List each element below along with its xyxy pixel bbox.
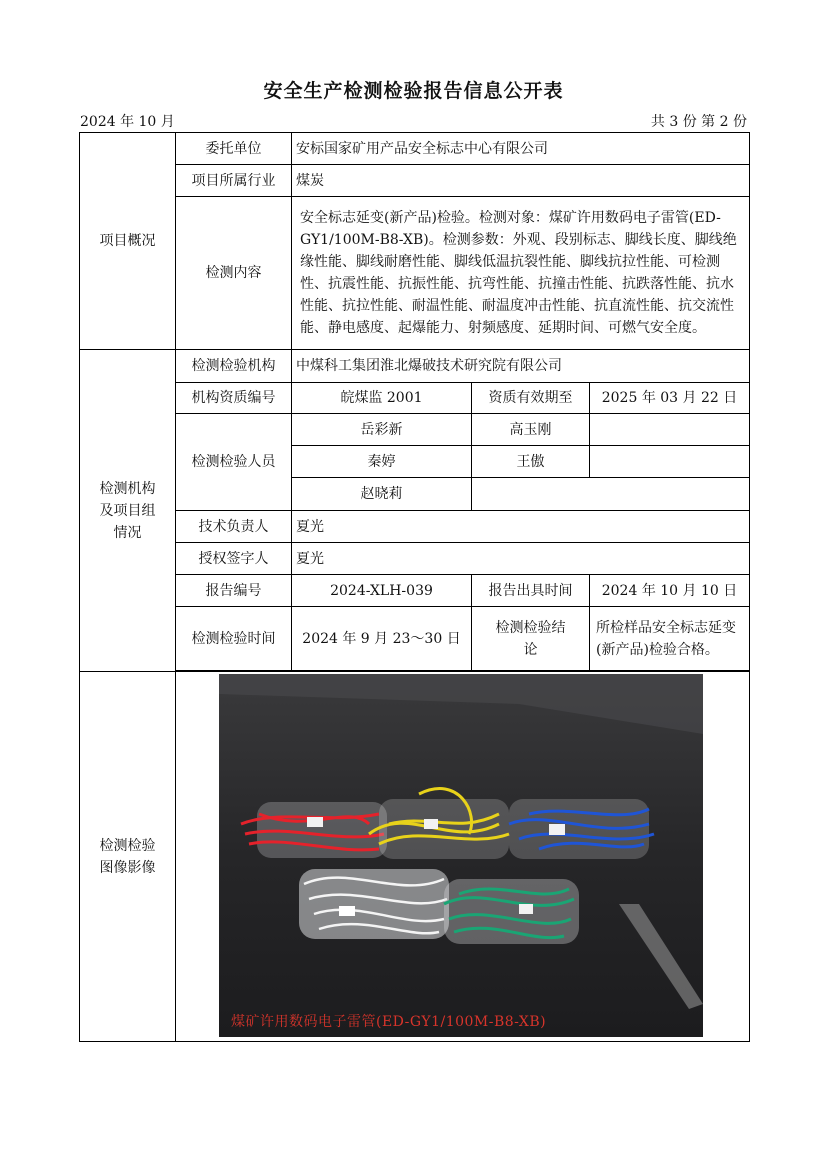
qual-valid-value: 2025 年 03 月 22 日	[590, 383, 750, 414]
staff-member: 赵晓莉	[292, 478, 472, 511]
tech-lead-value: 夏光	[292, 511, 750, 543]
report-no-value: 2024-XLH-039	[292, 575, 472, 607]
issue-date-value: 2024 年 10 月 10 日	[590, 575, 750, 607]
blue-bundle	[509, 799, 654, 859]
industry-value: 煤炭	[292, 165, 750, 197]
overview-section-label: 项目概况	[80, 133, 176, 350]
staff-member: 岳彩新	[292, 414, 472, 446]
white-bundle	[299, 869, 449, 939]
staff-member: 高玉刚	[472, 414, 590, 446]
green-bundle	[444, 879, 579, 944]
document-title: 安全生产检测检验报告信息公开表	[263, 80, 564, 102]
report-date: 2024 年 10 月	[80, 114, 175, 130]
report-table	[79, 132, 750, 1042]
photo-cell	[176, 672, 750, 1042]
qual-no-label: 机构资质编号	[176, 383, 292, 414]
report-no-label: 报告编号	[176, 575, 292, 607]
institution-section-label: 检测机构及项目组情况	[80, 350, 176, 672]
client-label: 委托单位	[176, 133, 292, 165]
staff-label: 检测检验人员	[176, 414, 292, 511]
staff-member	[590, 414, 750, 446]
qual-no-value: 皖煤监 2001	[292, 383, 472, 414]
sample-photo	[219, 674, 703, 1037]
signer-value: 夏光	[292, 543, 750, 575]
staff-member	[590, 446, 750, 478]
staff-blank-cell	[472, 478, 750, 511]
industry-label: 项目所属行业	[176, 165, 292, 197]
copy-number: 共 3 份 第 2 份	[650, 114, 747, 130]
content-label: 检测内容	[176, 197, 292, 350]
content-value: 安全标志延变(新产品)检验。检测对象：煤矿许用数码电子雷管(ED-GY1/100M-B8-XB)。检测参数：外观、段别标志、脚线长度、脚线绝缘性能、脚线耐磨性能、脚线低温抗裂性能、脚线抗拉性能、可检测性、抗震性能、抗振性能、抗弯性能、抗撞击性能、抗跌落性能、抗水性能、抗拉性能、耐温性能、耐温度冲击性能、抗直流性能、抗交流性能、静电感度、起爆能力、射频感度、延期时间、可燃气安全度。	[292, 197, 750, 350]
signer-label: 授权签字人	[176, 543, 292, 575]
test-time-label: 检测检验时间	[176, 607, 292, 671]
org-label: 检测检验机构	[176, 350, 292, 383]
tech-lead-label: 技术负责人	[176, 511, 292, 543]
test-time-value: 2024 年 9 月 23～30 日	[292, 607, 472, 671]
conclusion-value: 所检样品安全标志延变(新产品)检验合格。	[590, 607, 750, 671]
qual-valid-label: 资质有效期至	[472, 383, 590, 414]
red-bundle	[241, 802, 387, 858]
client-value: 安标国家矿用产品安全标志中心有限公司	[292, 133, 750, 165]
issue-date-label: 报告出具时间	[472, 575, 590, 607]
sample-photo-image	[219, 674, 703, 1037]
staff-member: 王傲	[472, 446, 590, 478]
staff-member: 秦婷	[292, 446, 472, 478]
org-value: 中煤科工集团淮北爆破技术研究院有限公司	[292, 350, 750, 383]
images-section-label: 检测检验图像影像	[80, 672, 176, 1042]
photo-caption: 煤矿许用数码电子雷管(ED-GY1/100M-B8-XB)	[231, 1014, 547, 1030]
conclusion-label: 检测检验结论	[472, 607, 590, 671]
